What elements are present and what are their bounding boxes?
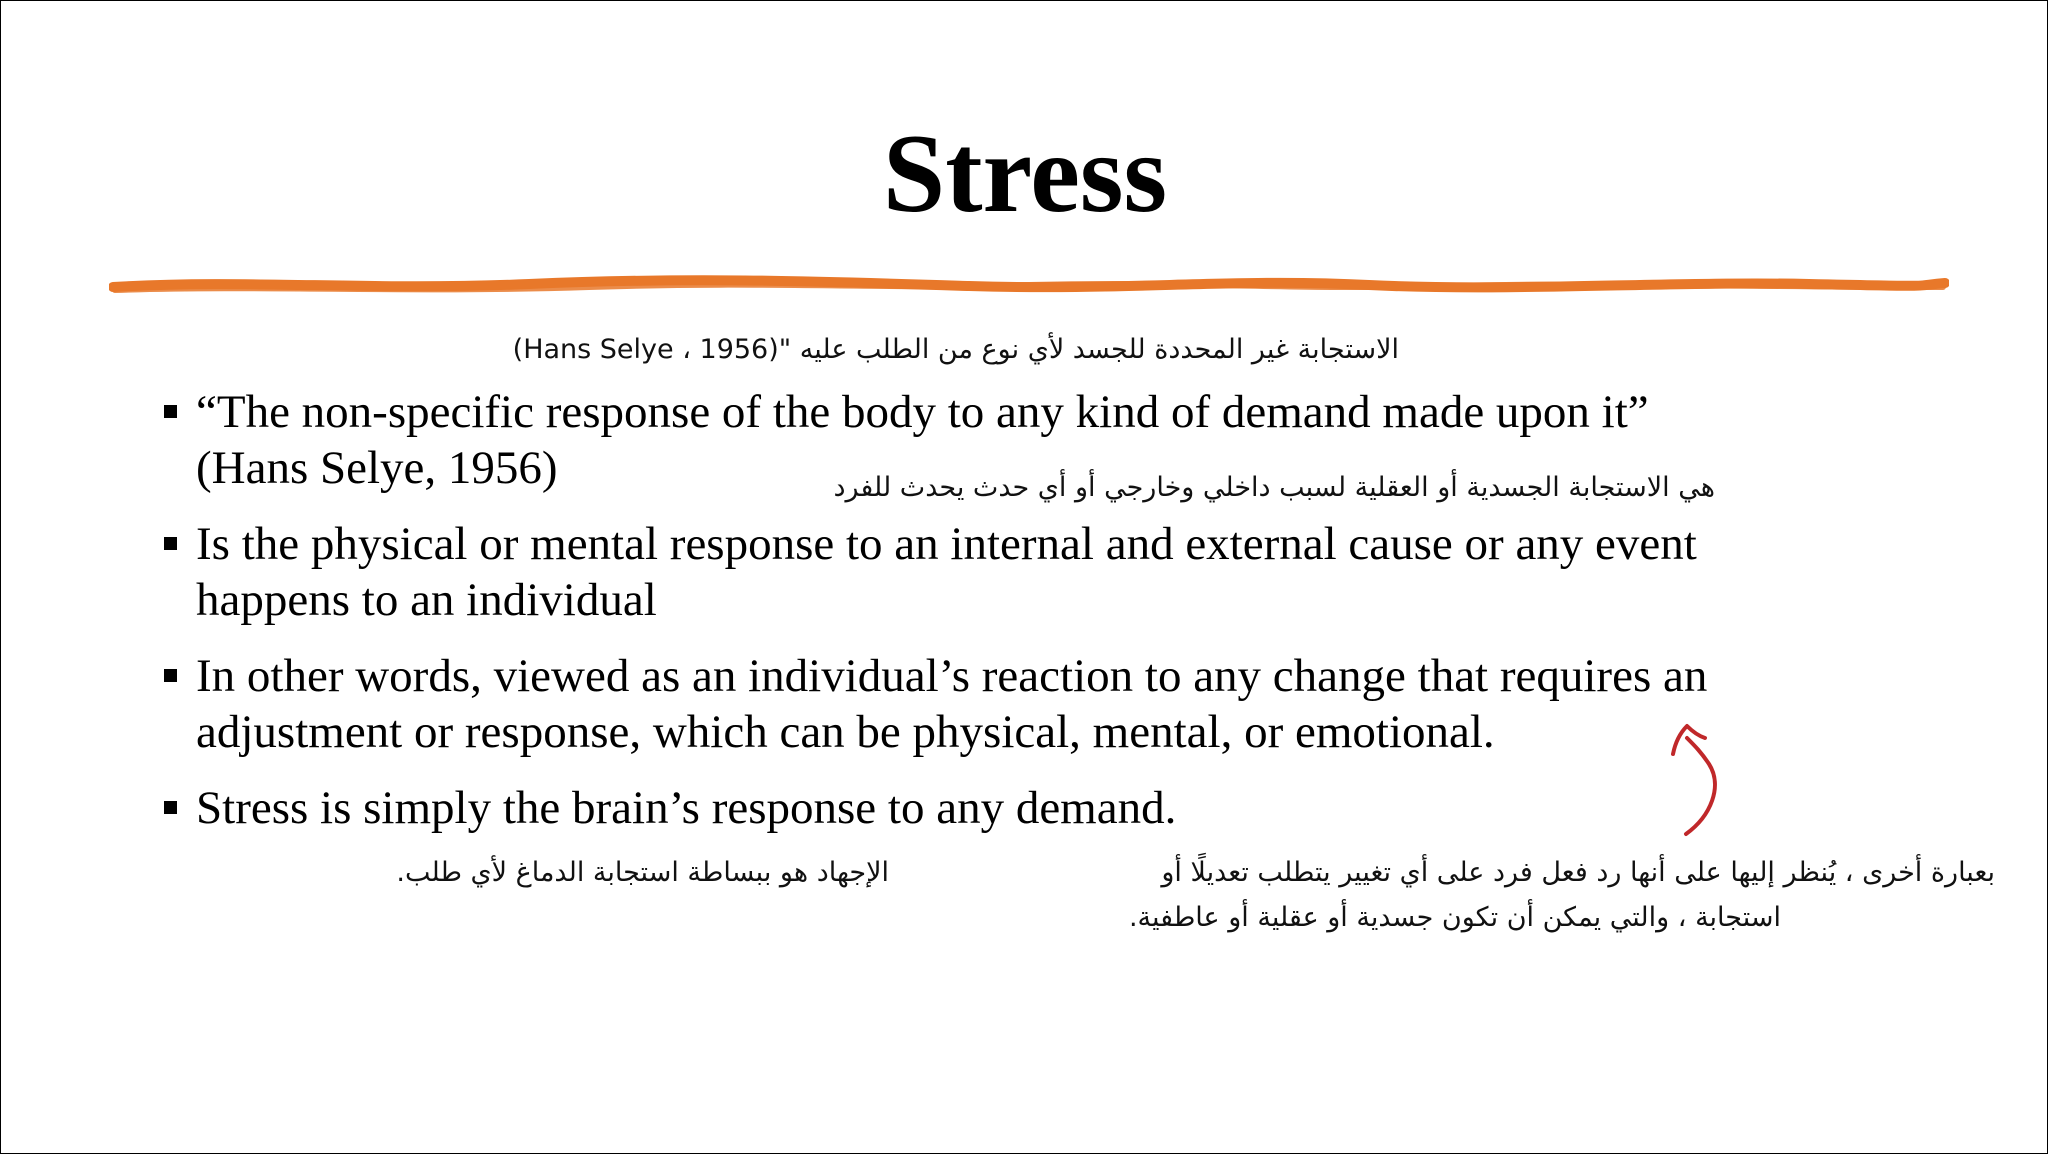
arabic-note-physical-response: هي الاستجابة الجسدية أو العقلية لسبب داخلي وخارجي أو أي حدث يحدث للفرد <box>833 472 1715 503</box>
bullet-item <box>156 648 1876 760</box>
bullet-line: (Hans Selye, 1956) <box>196 442 558 494</box>
square-bullet-icon <box>164 801 177 814</box>
bullet-line: Is the physical or mental response to an internal and external cause or any event <box>196 518 1697 570</box>
arabic-note-other-words-line1: بعبارة أخرى ، يُنظر إليها على أنها رد فعل فرد على أي تغيير يتطلب تعديلًا أو <box>1161 857 1995 888</box>
arabic-note-brain-response: الإجهاد هو ببساطة استجابة الدماغ لأي طلب. <box>396 857 889 888</box>
bullet-line: “The non-specific response of the body to any kind of demand made upon it” <box>196 386 1649 438</box>
bullet-line: Stress is simply the brain’s response to any demand. <box>196 782 1177 834</box>
bullet-line: happens to an individual <box>196 574 657 626</box>
bullet-line: adjustment or response, which can be physical, mental, or emotional. <box>196 706 1495 758</box>
slide-title: Stress <box>882 112 1168 236</box>
square-bullet-icon <box>164 669 177 682</box>
arabic-note-other-words-line2: استجابة ، والتي يمكن أن تكون جسدية أو عقلية أو عاطفية. <box>1128 902 1781 933</box>
bullet-item <box>156 780 1876 836</box>
bullet-item <box>156 516 1876 628</box>
square-bullet-icon <box>164 537 177 550</box>
square-bullet-icon <box>164 405 177 418</box>
title-underline-stroke <box>109 269 1949 303</box>
arabic-note-definition: الاستجابة غير المحددة للجسد لأي نوع من الطلب عليه "(Hans Selye ، 1956) <box>512 334 1399 365</box>
handwritten-arrow-icon <box>1651 716 1751 841</box>
bullet-list <box>156 384 1876 836</box>
bullet-line: In other words, viewed as an individual’s reaction to any change that requires an <box>196 650 1708 702</box>
